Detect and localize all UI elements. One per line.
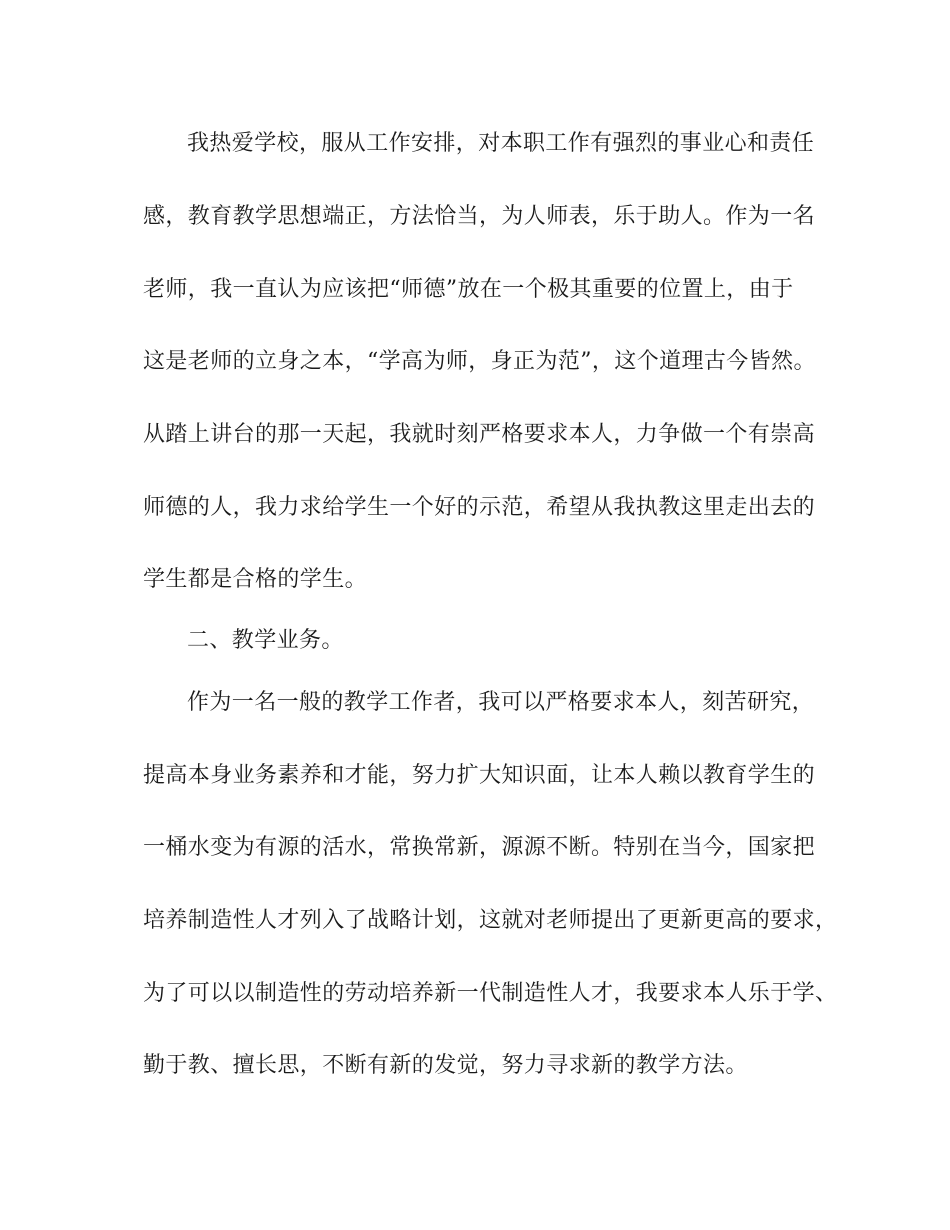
paragraph-1-line-4: 这是老师的立身之本，“学高为师，身正为范”，这个道理古今皆然。 [143, 349, 816, 374]
paragraph-2-line-4: 培养制造性人才列入了战略计划，这就对老师提出了更新更高的要求， [143, 908, 838, 933]
paragraph-2-line-1: 作为一名一般的教学工作者，我可以严格要求本人，刻苦研究， [187, 690, 815, 715]
paragraph-1-line-1: 我热爱学校，服从工作安排，对本职工作有强烈的事业心和责任 [187, 131, 815, 156]
paragraph-1-line-2: 感，教育教学思想端正，方法恰当，为人师表，乐于助人。作为一名 [143, 204, 816, 229]
paragraph-2-line-5: 为了可以以制造性的劳动培养新一代制造性人才，我要求本人乐于学、 [143, 981, 838, 1006]
paragraph-2-line-3: 一桶水变为有源的活水，常换常新，源源不断。特别在当今，国家把 [143, 835, 816, 860]
paragraph-1-line-6: 师德的人，我力求给学生一个好的示范，希望从我执教这里走出去的 [143, 495, 816, 520]
paragraph-2-line-2: 提高本身业务素养和才能，努力扩大知识面，让本人赖以教育学生的 [143, 763, 816, 788]
paragraph-1-line-3: 老师，我一直认为应该把“师德”放在一个极其重要的位置上，由于 [143, 277, 794, 302]
paragraph-1-line-7: 学生都是合格的学生。 [143, 567, 368, 592]
section-heading: 二、教学业务。 [187, 628, 344, 653]
paragraph-2-line-6: 勤于教、擅长思，不断有新的发觉，努力寻求新的教学方法。 [143, 1053, 748, 1078]
paragraph-1-line-5: 从踏上讲台的那一天起，我就时刻严格要求本人，力争做一个有崇高 [143, 422, 816, 447]
